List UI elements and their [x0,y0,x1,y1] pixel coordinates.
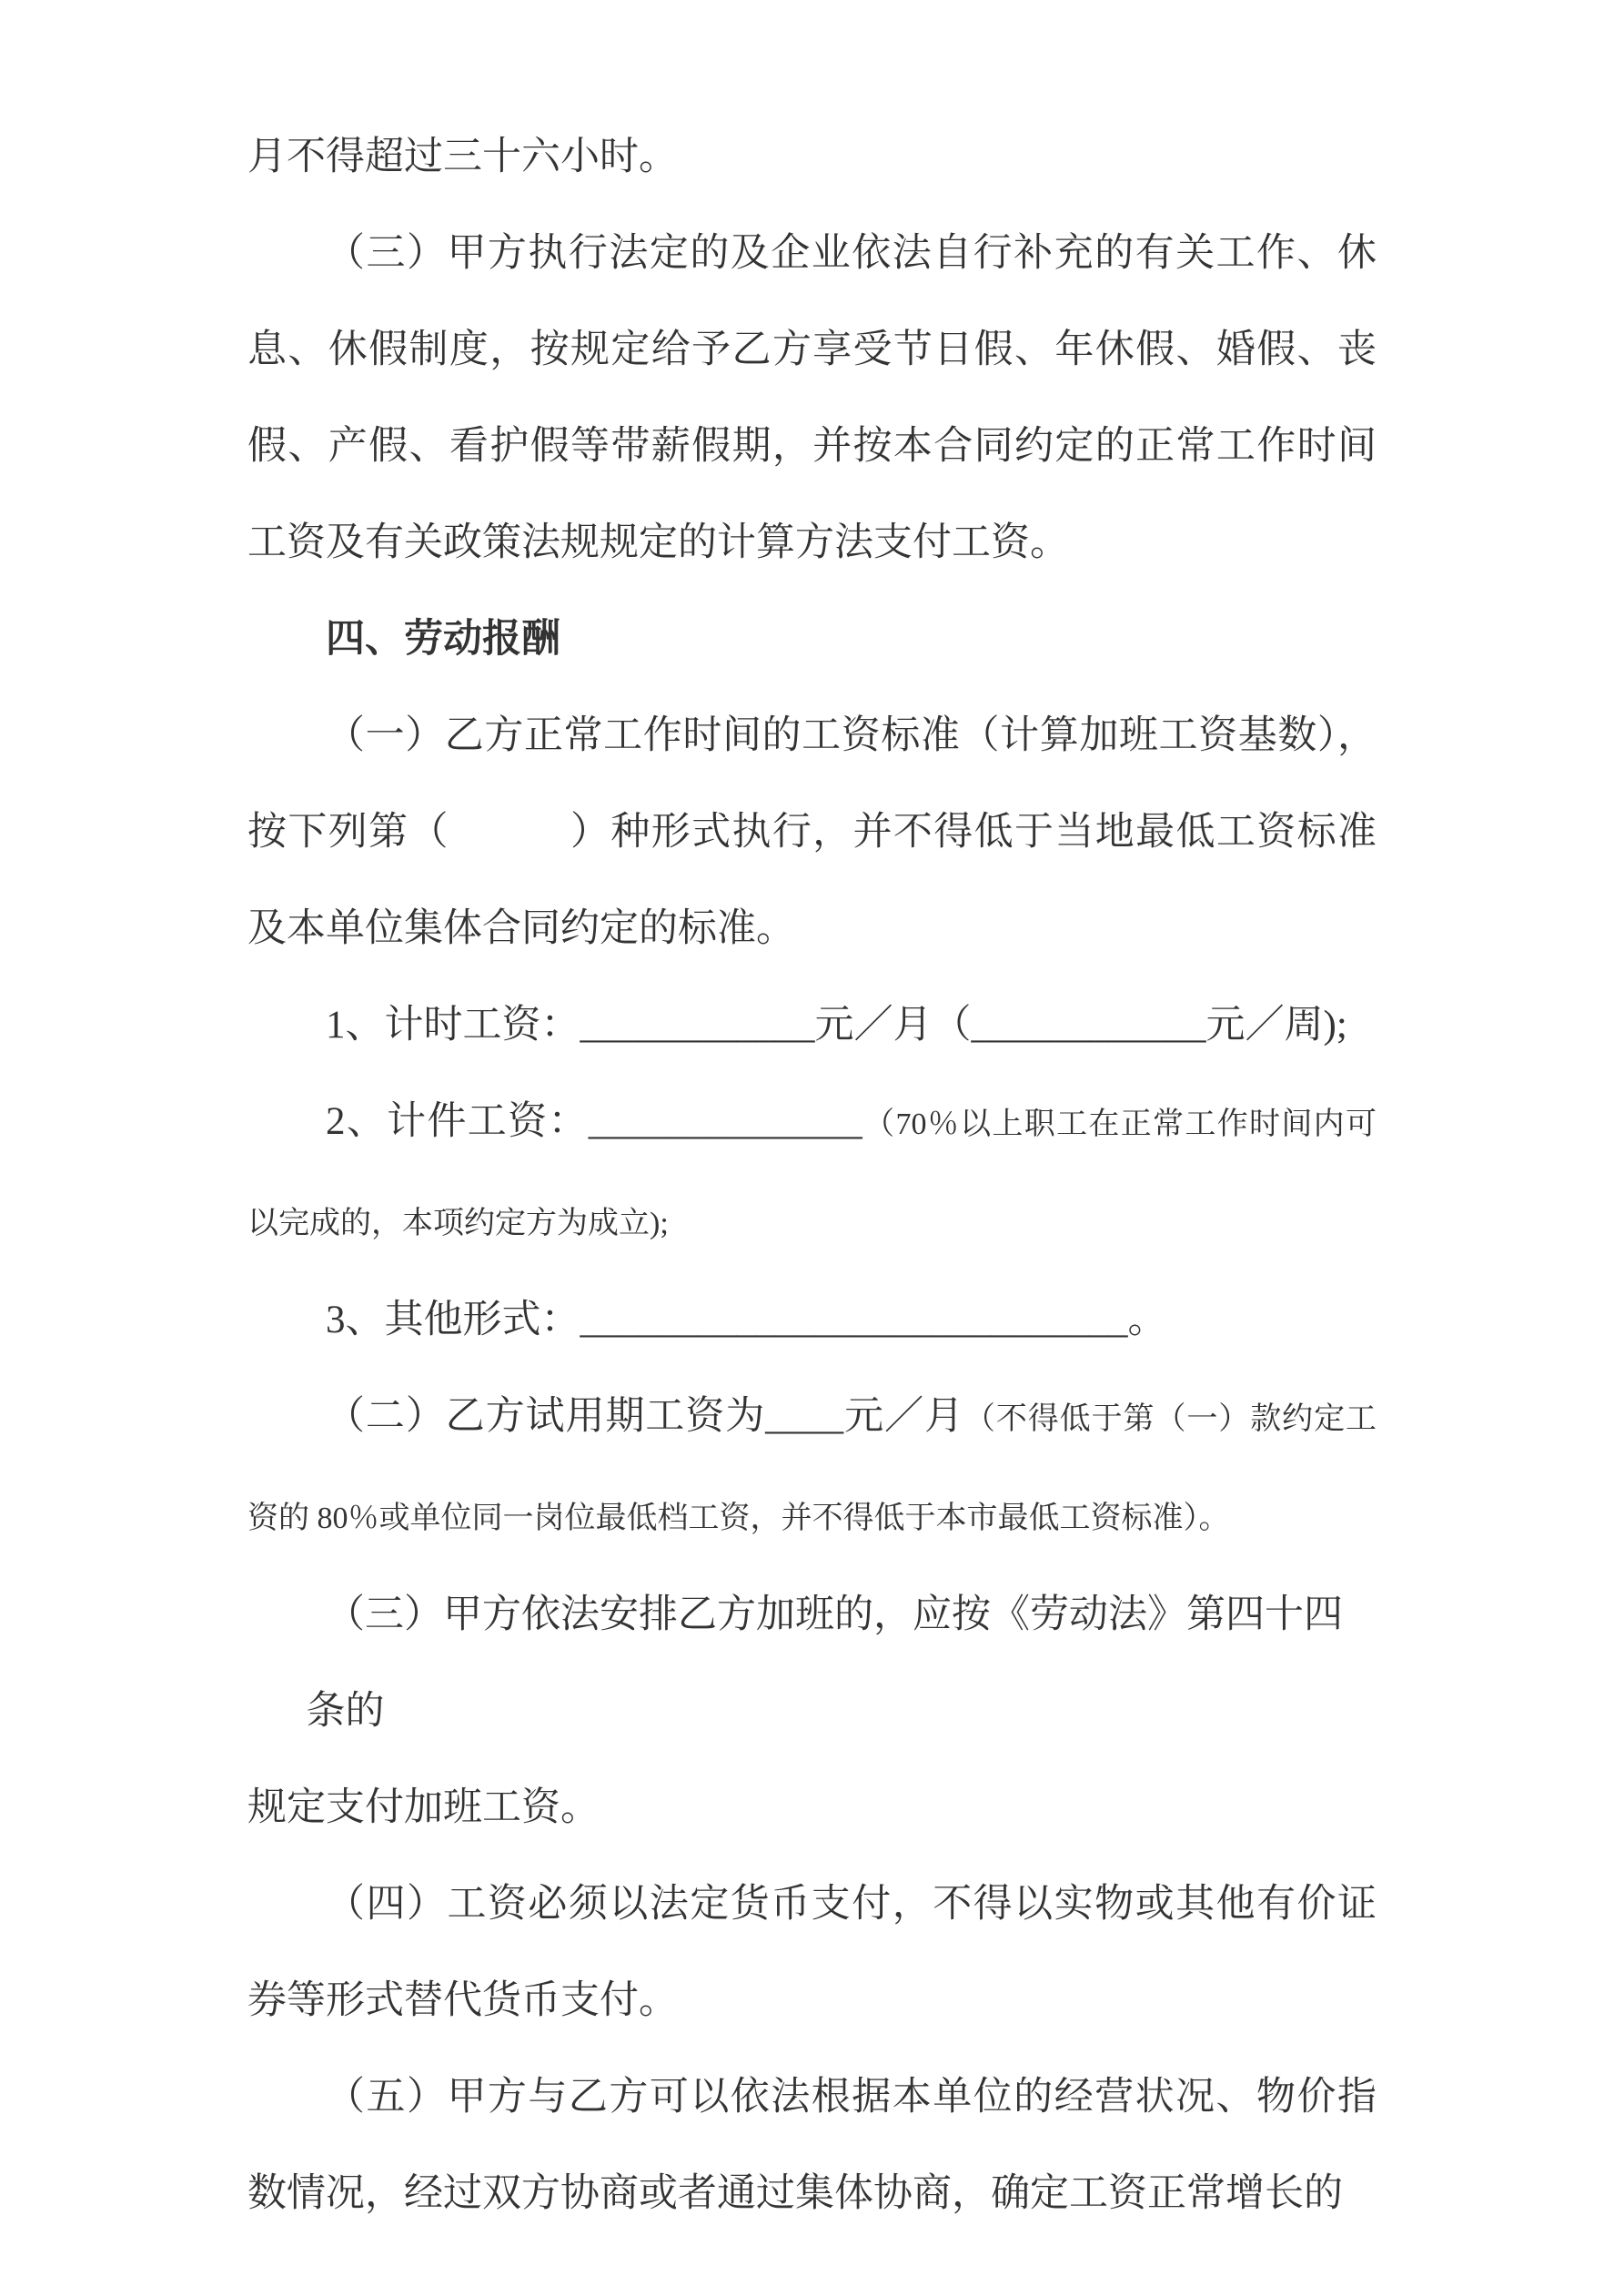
clause-3-overtime-pay-line1: （三）甲方依法安排乙方加班的，应按《劳动法》第四十四 [326,1593,1343,1636]
item-1-hourly-wage-blank: 1、计时工资：____________元／月（____________元／周); [326,1004,1347,1047]
clause-2-probation-wage [247,1369,1377,1567]
clause-1-normal-wage-standard: （一）乙方正常工作时间的工资标准（计算加班工资基数），按下列第（ ）种形式执行，并不得低于当地最低工资标准及本单位集体合同约定的标准。 [247,714,1377,950]
item-2-piece-rate-wage-note: （70％以上职工在正常工作时间内可以完成的，本项约定方为成立); [247,1108,1377,1240]
item-2-piece-rate-wage [247,1074,1377,1272]
clause-3-overtime-pay-line2: 条的 [306,1690,385,1733]
clause-2-probation-wage-note: （不得低于第（一）款约定工资的 80％或单位同一岗位最低档工资，并不得低于本市最低工资标准）。 [247,1402,1377,1535]
clause-3-rest-and-leave: （三）甲方执行法定的及企业依法自行补充的有关工作、休息、休假制度，按规定给予乙方享受节日假、年休假、婚假、丧假、产假、看护假等带薪假期，并按本合同约定的正常工作时间工资及有关政策法规规定的计算方法支付工资。 [247,232,1377,564]
clause-5-wage-growth-negotiation: （五）甲方与乙方可以依法根据本单位的经营状况、物价指数情况，经过双方协商或者通过集体协商，确定工资正常增长的 [247,2076,1377,2215]
item-3-other-form-blank: 3、其他形式：____________________________。 [326,1299,1167,1341]
clause-4-legal-currency-payment: （四）工资必须以法定货币支付，不得以实物或其他有价证券等形式替代货币支付。 [247,1883,1377,2022]
section-heading-labor-remuneration: 四、劳动报酬 [326,618,560,661]
clause-2-probation-wage-main: （二）乙方试用期工资为____元／月 [326,1395,964,1438]
item-2-piece-rate-wage-main: 2、计件工资：______________ [326,1100,862,1143]
clause-overtime-hours-limit-continuation: 月不得超过三十六小时。 [247,136,678,178]
clause-3-overtime-pay-line3: 规定支付加班工资。 [247,1786,600,1829]
